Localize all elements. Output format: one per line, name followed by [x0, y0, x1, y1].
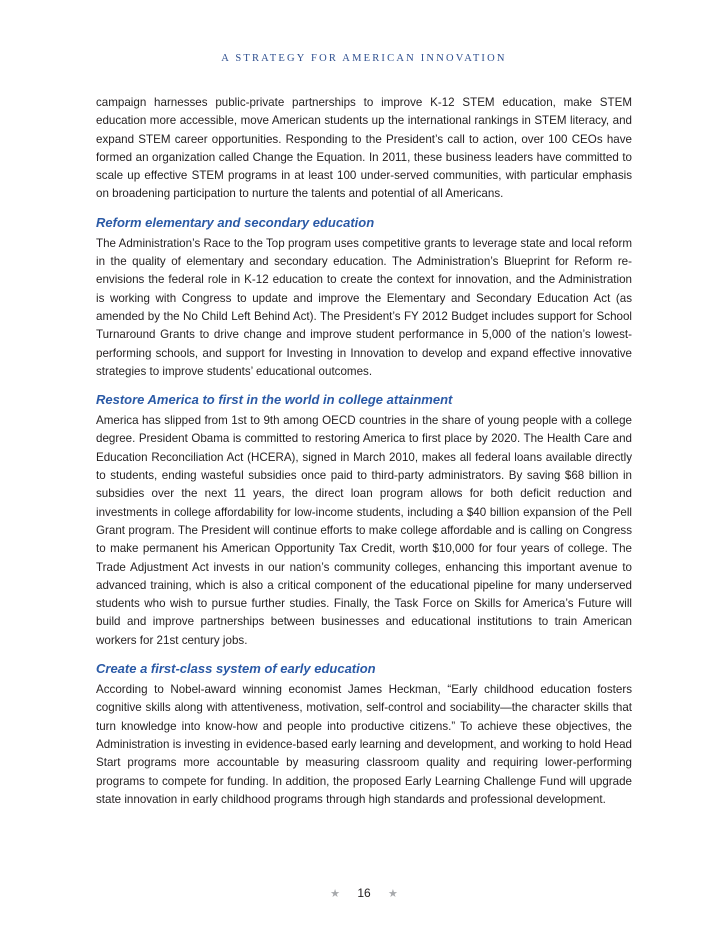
star-right-icon: ★: [388, 888, 398, 900]
section-body-reform-education: The Administration’s Race to the Top program uses competitive grants to leverage state and local reform in the quality of elementary and secondary education. The Administration’s Blueprint for Reform re-envisions the federal role in K-12 education to create the context for innovation, and the Administration is working with Congress to update and improve the Elementary and Secondary Education Act (as amended by the No Child Left Behind Act). The President’s FY 2012 Budget includes support for School Turnaround Grants to drive change and improve student performance in 5,000 of the nation’s lowest-performing schools, and support for Investing in Innovation to develop and expand effective innovative strategies to improve students’ educational outcomes.: [96, 236, 632, 378]
section-body-early-education: According to Nobel-award winning economist James Heckman, “Early childhood education fosters cognitive skills along with attentiveness, motivation, self-control and sociability—the character skills that turn knowledge into know-how and people into productive citizens.” To achieve these objectives, the Administration is investing in evidence-based early learning and development, and working to hold Head Start programs more accountable by measuring classroom quality and requiring lower-performing programs to compete for funding. In addition, the proposed Early Learning Challenge Fund will upgrade state innovation in early childhood programs through high standards and professional development.: [96, 683, 632, 806]
star-left-icon: ★: [330, 888, 340, 900]
section-heading-college-attainment: Restore America to first in the world in college attainment: [96, 392, 453, 408]
section-heading-early-education: Create a first-class system of early education: [96, 661, 376, 677]
section-body-college-attainment: America has slipped from 1st to 9th among OECD countries in the share of young people with a college degree. President Obama is committed to restoring America to first place by 2020. The Health Care and Education Reconciliation Act (HCERA), signed in March 2010, makes all federal loans available directly to students, ending wasteful subsidies once paid to third-party administrators. By saving $68 billion in subsidies over the next 11 years, the direct loan program allows for both deficit reduction and investments in college affordability for low-income students, including a $40 billion expansion of the Pell Grant program. The President will continue efforts to make college affordable and is calling on Congress to make permanent his American Opportunity Tax Credit, worth $10,000 for four years of college. The Trade Adjustment Act invests in our nation’s community colleges, enhancing this important avenue to advanced training, which is also a critical component of the educational pipeline for many underserved students who wish to pursue further studies. Finally, the Task Force on Skills for America’s Future will build and improve partnerships between businesses and educational institutions to train American workers for 21st century jobs.: [96, 414, 632, 647]
page-footer: [0, 886, 728, 900]
page-number: 16: [357, 886, 371, 900]
running-header: A STRATEGY FOR AMERICAN INNOVATION: [221, 53, 507, 64]
intro-paragraph: campaign harnesses public-private partnerships to improve K-12 STEM education, make STEM education more accessible, move American students up the international rankings in STEM literacy, and expand STEM career opportunities. Responding to the President’s call to action, over 100 CEOs have formed an organization called Change the Equation. In 2011, these business leaders have committed to scale up effective STEM programs in at least 100 under-served communities, with particular emphasis on broadening participation to nurture the talents and potential of all Americans.: [96, 96, 632, 201]
page-body: [96, 94, 632, 809]
section-heading-reform-education: Reform elementary and secondary education: [96, 214, 375, 230]
